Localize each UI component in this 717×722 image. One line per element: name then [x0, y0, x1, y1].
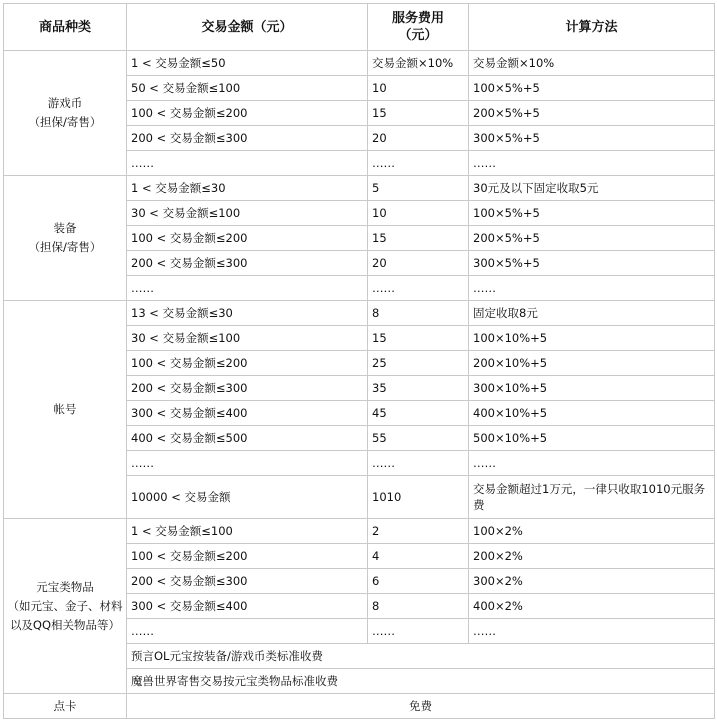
method-cell: 200×10%+5	[469, 351, 715, 376]
amount-cell: 100 < 交易金额≤200	[127, 544, 368, 569]
method-cell: 300×10%+5	[469, 376, 715, 401]
method-cell: 300×2%	[469, 569, 715, 594]
amount-cell: 1 < 交易金额≤50	[127, 51, 368, 76]
category-cell: 游戏币 （担保/寄售）	[4, 51, 127, 176]
method-cell: 400×2%	[469, 594, 715, 619]
fee-cell: 35	[368, 376, 469, 401]
amount-cell: 1 < 交易金额≤100	[127, 519, 368, 544]
header-fee-text: 服务费用 （元）	[391, 11, 444, 43]
fee-cell: 交易金额×10%	[368, 51, 469, 76]
method-cell: 300×5%+5	[469, 126, 715, 151]
fee-cell: 10	[368, 76, 469, 101]
table-row	[4, 176, 715, 201]
fee-cell: 20	[368, 251, 469, 276]
header-category: 商品种类	[4, 4, 127, 51]
category-cell: 点卡	[4, 694, 127, 719]
amount-cell: 400 < 交易金额≤500	[127, 426, 368, 451]
fee-cell: 45	[368, 401, 469, 426]
table-row	[4, 51, 715, 76]
fee-cell: 6	[368, 569, 469, 594]
amount-cell: 100 < 交易金额≤200	[127, 351, 368, 376]
method-cell: 500×10%+5	[469, 426, 715, 451]
method-cell: 400×10%+5	[469, 401, 715, 426]
amount-cell: 13 < 交易金额≤30	[127, 301, 368, 326]
header-fee	[368, 4, 469, 51]
method-cell: ……	[469, 276, 715, 301]
method-cell: 200×2%	[469, 544, 715, 569]
header-row	[4, 4, 715, 51]
table-row	[4, 519, 715, 544]
amount-cell: 30 < 交易金额≤100	[127, 201, 368, 226]
amount-cell: 1 < 交易金额≤30	[127, 176, 368, 201]
fee-cell: 15	[368, 326, 469, 351]
note-cell: 预言OL元宝按装备/游戏币类标准收费	[127, 644, 715, 669]
category-cell: 元宝类物品 （如元宝、金子、材料以及QQ相关物品等）	[4, 519, 127, 694]
header-method: 计算方法	[469, 4, 715, 51]
method-cell: 100×2%	[469, 519, 715, 544]
amount-cell: 10000 < 交易金额	[127, 476, 368, 519]
method-cell: 交易金额超过1万元，一律只收取1010元服务费	[469, 476, 715, 519]
method-cell: 100×10%+5	[469, 326, 715, 351]
method-cell: 交易金额×10%	[469, 51, 715, 76]
fee-cell: ……	[368, 619, 469, 644]
amount-cell: 200 < 交易金额≤300	[127, 251, 368, 276]
amount-cell: 50 < 交易金额≤100	[127, 76, 368, 101]
amount-cell: ……	[127, 276, 368, 301]
note-cell: 魔兽世界寄售交易按元宝类物品标准收费	[127, 669, 715, 694]
method-cell: 30元及以下固定收取5元	[469, 176, 715, 201]
fee-cell: ……	[368, 451, 469, 476]
method-cell: 固定收取8元	[469, 301, 715, 326]
fee-cell: 10	[368, 201, 469, 226]
fee-cell: 5	[368, 176, 469, 201]
amount-cell: ……	[127, 151, 368, 176]
method-cell: 100×5%+5	[469, 76, 715, 101]
amount-cell: 100 < 交易金额≤200	[127, 101, 368, 126]
header-amount: 交易金额（元）	[127, 4, 368, 51]
method-cell: 200×5%+5	[469, 101, 715, 126]
method-cell: 300×5%+5	[469, 251, 715, 276]
method-cell: ……	[469, 151, 715, 176]
amount-cell: ……	[127, 451, 368, 476]
amount-cell: 300 < 交易金额≤400	[127, 401, 368, 426]
fee-cell: ……	[368, 276, 469, 301]
category-cell: 帐号	[4, 301, 127, 519]
fee-cell: 15	[368, 226, 469, 251]
fee-cell: ……	[368, 151, 469, 176]
amount-cell: 200 < 交易金额≤300	[127, 376, 368, 401]
amount-cell: 200 < 交易金额≤300	[127, 569, 368, 594]
fee-cell: 8	[368, 301, 469, 326]
fee-cell: 55	[368, 426, 469, 451]
final-row	[4, 694, 715, 719]
amount-cell: 200 < 交易金额≤300	[127, 126, 368, 151]
fee-cell: 15	[368, 101, 469, 126]
amount-cell: 30 < 交易金额≤100	[127, 326, 368, 351]
amount-cell: 100 < 交易金额≤200	[127, 226, 368, 251]
free-cell: 免费	[127, 694, 715, 719]
method-cell: ……	[469, 451, 715, 476]
fee-table	[3, 3, 715, 719]
method-cell: 100×5%+5	[469, 201, 715, 226]
fee-cell: 20	[368, 126, 469, 151]
fee-cell: 2	[368, 519, 469, 544]
fee-cell: 8	[368, 594, 469, 619]
method-cell: ……	[469, 619, 715, 644]
fee-cell: 4	[368, 544, 469, 569]
fee-cell: 25	[368, 351, 469, 376]
fee-cell: 1010	[368, 476, 469, 519]
fee-table-body	[4, 51, 715, 719]
table-row	[4, 301, 715, 326]
method-cell: 200×5%+5	[469, 226, 715, 251]
amount-cell: 300 < 交易金额≤400	[127, 594, 368, 619]
amount-cell: ……	[127, 619, 368, 644]
category-cell: 装备 （担保/寄售）	[4, 176, 127, 301]
